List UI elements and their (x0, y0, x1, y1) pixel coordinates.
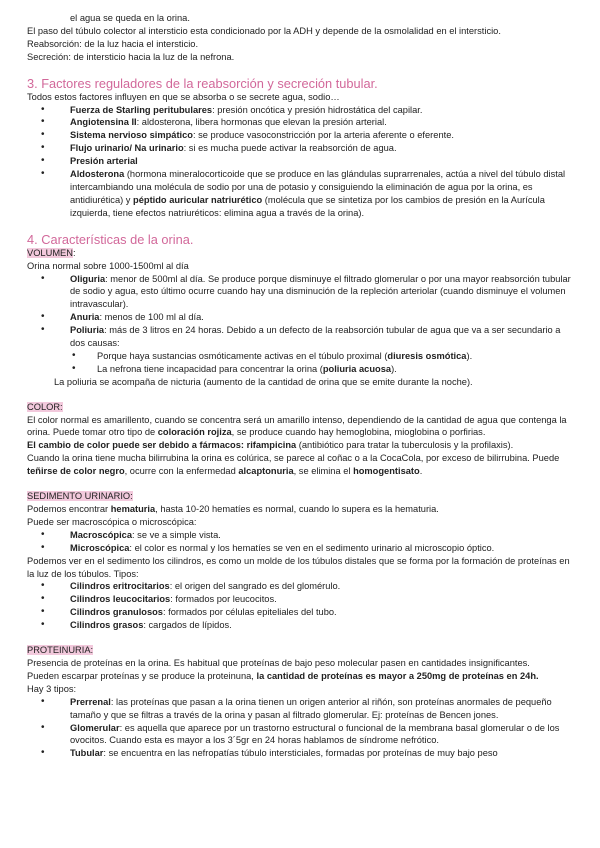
list-item: • Cilindros leucocitarios: formados por leucocitos. (0, 593, 600, 606)
list-item: • La nefrona tiene incapacidad para concentrar la orina (poliuria acuosa). (0, 363, 600, 376)
factors-list (0, 104, 600, 220)
text-line: Hay 3 tipos: (27, 683, 77, 694)
list-item: • Angiotensina II: aldosterona, libera hormonas que elevan la presión arterial. (0, 116, 600, 129)
list-item: • Cilindros grasos: cargados de lípidos. (0, 619, 600, 632)
proteinuria-label-line (0, 644, 600, 657)
list-item: • Sistema nervioso simpático: se produce vasoconstricción por la arteria aferente o eferente. (0, 129, 600, 142)
paragraph: Presencia de proteínas en la orina. Es habitual que proteínas de bajo peso molecular pasen en cantidades insignificantes. (27, 657, 530, 668)
text-line: Secreción: de intersticio hacia la luz de la nefrona. (27, 51, 235, 62)
text-line: Reabsorción: de la luz hacia el intersticio. (27, 38, 199, 49)
list-item: • Anuria: menos de 100 ml al día. (0, 311, 600, 324)
text-line: el agua se queda en la orina. (70, 13, 190, 23)
list-item: • Glomerular: es aquella que aparece por un trastorno estructural o funcional de la membrana basal glomerular o de los ovocitos. Cuando esta es mayor a los 3´5gr en 24 horas hablamos de síndrome nefrótico. (0, 722, 600, 748)
text-line: Puede ser macroscópica o microscópica: (27, 516, 197, 527)
list-item: • Presión arterial (0, 155, 600, 168)
volumen-label: VOLUMEN (27, 247, 73, 258)
list-item: • Fuerza de Starling peritubulares: presión oncótica y presión hidrostática del capilar. (0, 104, 600, 117)
section-4-heading: 4. Características de la orina. (27, 231, 194, 247)
proteinuria-list (0, 696, 600, 761)
list-item: • Flujo urinario/ Na urinario: si es mucha puede activar la reabsorción de agua. (0, 142, 600, 155)
paragraph: Podemos encontrar hematuria, hasta 10-20 hematíes es normal, cuando lo supera es la hematuria. (27, 504, 439, 514)
list-item: • Prerrenal: las proteínas que pasan a la orina tienen un origen anterior al riñón, son proteínas anormales de pequeño tamaño y que se filtras a través de la orina y pasan al filtrado glomerular. Ej: proteínas de Bencen jones. (0, 696, 600, 722)
text-line: El paso del túbulo colector al intersticio esta condicionado por la ADH y depende de la osmolalidad en el intersticio. (27, 25, 501, 36)
list-item: • Aldosterona (hormona mineralocorticoide que se produce en las glándulas suprarrenales, actúa a nivel del túbulo distal intercambiando una molécula de sodio por una de potasio y consiguiendo la eliminación de agua por la orina, es antidiurética) y péptido auricular natriurético (molécula que se sintetiza por los cambios de presión en la Aurícula izquierda, tiene efectos natriuréticos: elimina agua a través de la orina). (0, 168, 600, 220)
section-3-intro: Todos estos factores influyen en que se absorba o se secrete agua, sodio… (27, 91, 340, 102)
section-3-heading: 3. Factores reguladores de la reabsorción y secreción tubular. (27, 75, 378, 91)
list-item: • Porque haya sustancias osmóticamente activas en el túbulo proximal (diuresis osmótica). (0, 350, 600, 363)
list-item: • Oliguria: menor de 500ml al día. Se produce porque disminuye el filtrado glomerular o por una mayor reabsorción tubular de sodio y agua, esto último ocurre cuando hay una disminución de la repleción arteriolar (cuando disminuye el volumen intravascular). (0, 273, 600, 312)
list-item: • Cilindros eritrocitarios: el origen del sangrado es del glomérulo. (0, 580, 600, 593)
paragraph: El color normal es amarillento, cuando se concentra será un amarillo intenso, dependiendo de la cantidad de agua que contenga la orina. Puede tomar otro tipo de coloración rojiza, se produce cuando hay hemoglobina, mioglobina o porfirias. (27, 414, 567, 438)
list-item: • Tubular: se encuentra en las nefropatías túbulo intersticiales, formadas por proteínas de muy bajo peso (0, 747, 600, 760)
proteinuria-label: PROTEINURIA: (27, 645, 94, 656)
volumen-label-line: VOLUMEN: (27, 247, 76, 258)
paragraph: El cambio de color puede ser debido a fármacos: rifampicina (antibiótico para tratar la tuberculosis y la profilaxis). (27, 440, 514, 451)
color-label-line (0, 401, 600, 414)
hematuria-list (0, 529, 600, 555)
paragraph: Podemos ver en el sedimento los cilindros, es como un molde de los túbulos distales que se forma por la formación de proteínas en la luz de los túbulos. Tipos: (27, 555, 570, 579)
list-item: • Macroscópica: se ve a simple vista. (0, 529, 600, 542)
sedimento-label: SEDIMENTO URINARIO: (27, 491, 133, 502)
paragraph: Cuando la orina tiene mucha bilirrubina la orina es colúrica, se parece al coñac o a la CocaCola, por exceso de bilirrubina. Puede teñirse de color negro, ocurre con la enfermedad alcaptonuria, se elimina el homogentisato. (27, 453, 560, 477)
list-item: • Microscópica: el color es normal y los hematíes se ven en el sedimento urinario al microscopio óptico. (0, 542, 600, 555)
cilindros-list (0, 580, 600, 632)
list-item: • Cilindros granulosos: formados por células epiteliales del tubo. (0, 606, 600, 619)
sedimento-label-line (0, 490, 600, 503)
color-label: COLOR: (27, 401, 63, 412)
list-item: • Poliuria: más de 3 litros en 24 horas. Debido a un defecto de la reabsorción tubular de agua que va a ser secundario a dos causas: (0, 324, 600, 350)
volumen-list (0, 273, 600, 376)
paragraph: Pueden escarpar proteínas y se produce la proteinuna, la cantidad de proteínas es mayor a 250mg de proteínas en 24h. (27, 670, 539, 681)
text-line: Orina normal sobre 1000-1500ml al día (27, 260, 189, 271)
text-line: La poliuria se acompaña de nicturia (aumento de la cantidad de orina que se emite durante la noche). (54, 376, 473, 387)
